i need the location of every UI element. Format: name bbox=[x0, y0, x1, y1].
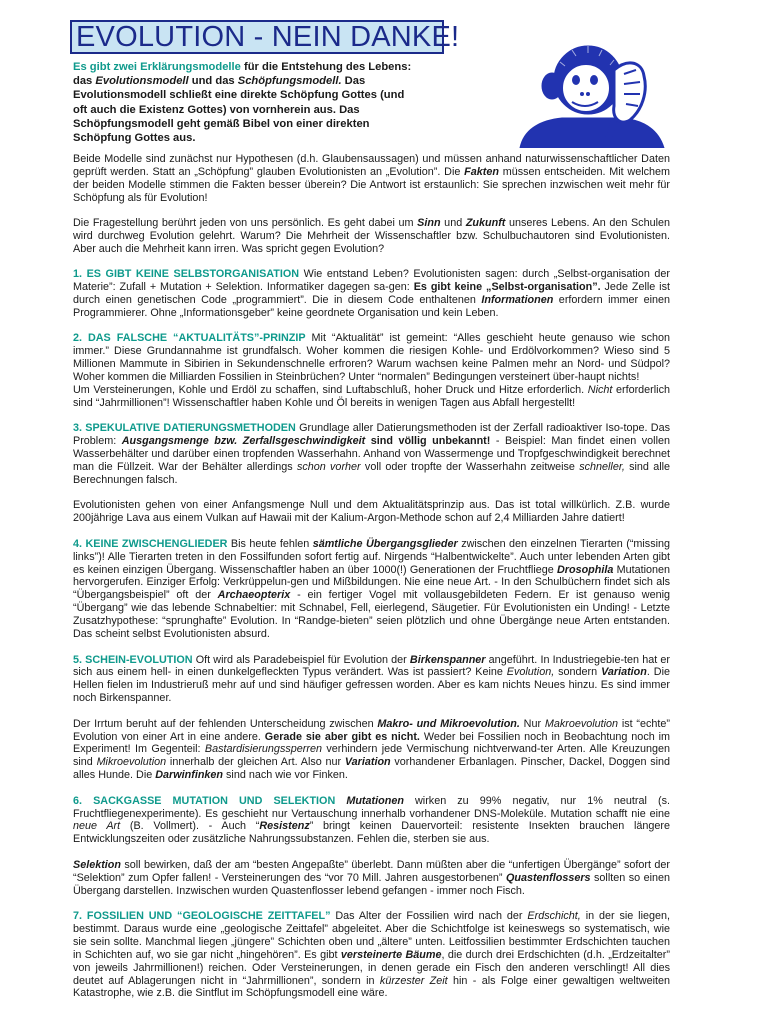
section-6-heading: 6. SACKGASSE MUTATION UND SELEKTION bbox=[73, 794, 336, 807]
section-5-heading: 5. SCHEIN-EVOLUTION bbox=[73, 653, 193, 666]
paragraph-makro-mikro: Der Irrtum beruht auf der fehlenden Unterscheidung zwischen Makro- und Mikroevolution. Nur Makroevolution ist “echte” Evolution von einer Art in eine andere. Gerade sie aber gibt es nicht. Weder bei Fossilien noch in Beobachtung noch im Experiment! Im Gegenteil: Bastardisierungssperren verhindern jede Vermischung nichtverwand-ter Arten. Alle Kreuzungen sind Mikroevolution innerhalb der gleichen Art. Also nur Variation vorhandener Erbanlagen. Pinscher, Dackel, Doggen sind alles Hunde. Die Darwinfinken sind nach wie vor Finken. bbox=[73, 717, 671, 782]
section-3: 3. SPEKULATIVE DATIERUNGSMETHODEN Grundlage aller Datierungsmethoden ist der Zerfall radioaktiver Iso-tope. Das Problem: Ausgangsmenge bzw. Zerfallsgeschwindigkeit sind völlig unbekannt! - Beispiel: Man findet einen vollen Wasserbehälter und darüber einen tropfenden Wasserhahn. Anhand von Wassermenge und Tropfgeschwindigkeit berechnet man die Füllzeit. War der Behälter allerdings schon vorher voll oder tropfte der Wasserhahn zeitweise schneller, sind alle Berechnungen falsch. bbox=[73, 422, 671, 487]
section-7-heading: 7. FOSSILIEN UND “GEOLOGISCHE ZEITTAFEL” bbox=[73, 910, 331, 922]
section-7: 7. FOSSILIEN UND “GEOLOGISCHE ZEITTAFEL” Das Alter der Fossilien wird nach der Erdschicht, in der sie liegen, bestimmt. Daraus wurde eine „geologische Zeittafel” abgeleitet. Aber die Schichtfolge ist keineswegs so systematisch, wie sie sein sollte. Manchmal liegen „jüngere” Schichten oben und „ältere” unten. Leitfossilien bestimmter Erdschichten tauchen in Schichten auf, wo sie gar nicht „hingehören”. Es gibt versteinerte Bäume, die durch drei Erdschichten (d.h. „Erdzeitalter” von jeweils Jahrmillionen!) reichen. Oder Versteinerungen, in denen gerade ein Fisch den anderen verschlingt! All dies deutet auf Ablagerungen nicht in “Jahrmillionen”, sondern in kürzester Zeit hin - als Folge einer gewaltigen weltweiten Katastrophe, wie z.B. die Sintflut im Schöpfungsmodell eine wäre. bbox=[73, 910, 670, 1000]
intro-highlight: Es gibt zwei Erklärungsmodelle bbox=[73, 61, 241, 73]
section-2: 2. DAS FALSCHE “AKTUALITÄTS”-PRINZIP Mit “Aktualität” ist gemeint: “Alles geschieht heute genauso wie schon immer.” Diese Grundannahme ist grundfalsch. Woher kommen die riesigen Kohle- und Erdölvorkommen? Wieso sind 5 Millionen Mammute in Sibirien in Sekundenschnelle erfroren? Warum wachsen keine Palmen mehr an Nord- und Südpol? Woher kommen die Milliarden Fossilien in Steinbrüchen? Unter “normalen” Bedingungen versteinert über-haupt nichts! Um Versteinerungen, Kohle und Erdöl zu schaffen, sind Luftabschluß, hoher Druck und Hitze erforderlich. Nicht erforderlich sind “Jahrmillionen”! Wissenschaftler haben Kohle und Öl bereits in wenigen Tagen aus Abfall hergestellt! bbox=[73, 332, 671, 409]
section-3-heading: 3. SPEKULATIVE DATIERUNGSMETHODEN bbox=[73, 422, 296, 435]
intro-paragraph: Es gibt zwei Erklärungsmodelle für die Entstehung des Lebens: das Evolutionsmodell und das Schöpfungsmodell. Das Evolutionsmodell schließt eine direkte Schöpfung Gottes (und oft auch die Existenz Gottes) von vornherein aus. Das Schöpfungsmodell geht gemäß Bibel von einer direkten Schöpfung Gottes aus. bbox=[73, 61, 412, 145]
section-4-heading: 4. KEINE ZWISCHENGLIEDER bbox=[73, 537, 228, 550]
paragraph-hypothesen: Beide Modelle sind zunächst nur Hypothesen (d.h. Glaubensaussagen) und müssen anhand naturwissenschaftlicher Daten geprüft werden. Statt an „Schöpfung” glauben Evolutionisten an „Evolution”. Die Fakten müssen entscheiden. Mit welchem der beiden Modelle stimmen die Fakten besser überein? Die Antwort ist erstaunlich: Sie sprechen inzwischen weit mehr für Schöpfung als für Evolution! bbox=[73, 153, 670, 204]
paragraph-selektion: Selektion soll bewirken, daß der am “besten Angepaßte” überlebt. Dann müßten aber die “unfertigen Übergänge” sofort der “Selektion” zum Opfer fallen! - Versteinerungen des “vor 70 Mill. Jahren ausgestorbenen” Quastenflossers sollten so einen Übergang darstellen. Inzwischen wurden Quastenflosser lebend gefangen - immer noch Fisch. bbox=[73, 858, 671, 897]
paragraph-fragestellung: Die Fragestellung berührt jeden von uns persönlich. Es geht dabei um Sinn und Zukunft unseres Lebens. An den Schulen wird durchweg Evolution gelehrt. Warum? Die Mehrheit der Wissenschaftler bzw. Schulbuchautoren sind Evolutionisten. Aber auch die Mehrheit kann irren. Was spricht gegen Evolution? bbox=[73, 217, 670, 255]
article-body bbox=[73, 153, 670, 1013]
monkey-hear-no-evil-icon bbox=[502, 40, 680, 148]
section-1-heading: 1. ES GIBT KEINE SELBSTORGANISATION bbox=[73, 268, 300, 281]
paragraph-anfangsmenge: Evolutionisten gehen von einer Anfangsmenge Null und dem Aktualitätsprinzip aus. Das ist total willkürlich. Z.B. wurde 200jährige Lava aus einem Vulkan auf Hawaii mit der Kalium-Argon-Methode schon auf 2,4 Milliarden Jahre datiert! bbox=[73, 499, 670, 525]
page-title: EVOLUTION - NEIN DANKE! bbox=[70, 20, 444, 54]
section-5: 5. SCHEIN-EVOLUTION Oft wird als Paradebeispiel für Evolution der Birkenspanner angeführt. In Industriegebie-ten hat er sich aus einem hell- in einen dunkelgefleckten Typus verändert. Was ist passiert? Keine Evolution, sondern Variation. Die Hellen fielen im Industrieruß mehr auf und sind häufiger gefressen worden. Aber es kam nichts Neues hinzu. Es sind immer noch Birkenspanner. bbox=[73, 653, 671, 705]
section-6: 6. SACKGASSE MUTATION UND SELEKTION Mutationen wirken zu 99% negativ, nur 1% neutral (s. Fruchtfliegenexperimente). Es geschieht nur Vertauschung innerhalb vorhandener DNS-Moleküle. Mutation schafft nie eine neue Art (B. Vollmert). - Auch “Resistenz” bringt keinen Dauervorteil: resistente Insekten brauchen längere Entwicklungszeiten oder zusätzliche Nahrungssubstanzen. Fehlen die, sterben sie aus. bbox=[73, 794, 670, 846]
section-2-heading: 2. DAS FALSCHE “AKTUALITÄTS”-PRINZIP bbox=[73, 332, 306, 345]
section-1: 1. ES GIBT KEINE SELBSTORGANISATION Wie entstand Leben? Evolutionisten sagen: durch „Selbst-organisation der Materie”: Zufall + Mutation + Selektion. Informatiker dagegen sa-gen: Es gibt keine „Selbst-organisation”. Jede Zelle ist durch einen genetischen Code „programmiert”. Die in diesem Code enthaltenen Informationen erfordern immer einen Programmierer. Ohne „Informationsgeber” keine geordnete Organisation und kein Leben. bbox=[73, 268, 670, 320]
section-4: 4. KEINE ZWISCHENGLIEDER Bis heute fehlen sämtliche Übergangsglieder zwischen den einzelnen Tierarten (“missing links”)! Alle Tierarten treten in den Fossilfunden sofort fertig auf. Nirgends “Halbentwickelte”. Auch unter lebenden Arten gibt es keinen einzigen Übergang. Wissenschaftler haben an über 1000(!) Generationen der Fruchtfliege Drosophila Mutationen hervorgerufen. Einziger Erfolg: Verkrüppelun-gen und Mißbildungen. Nie eine neue Art. - In den Schulbüchern findet sich als “Übergangsbeispiel” oft der Archaeopterix - ein fertiger Vogel mit vollausgebildeten Federn. Er ist genauso wenig “Übergang” wie das lebende Schnabeltier: mit Schnabel, Fell, eierlegend, Säugetier. Für Evolutionisten ein Unding! - Letzte Zusatzhypothese: “sprunghafte” Evolution. In “Randge-bieten” seien plötzlich und ohne Übergänge neue Arten entstanden. Das scheint selbst Evolutionisten absurd. bbox=[73, 537, 671, 641]
